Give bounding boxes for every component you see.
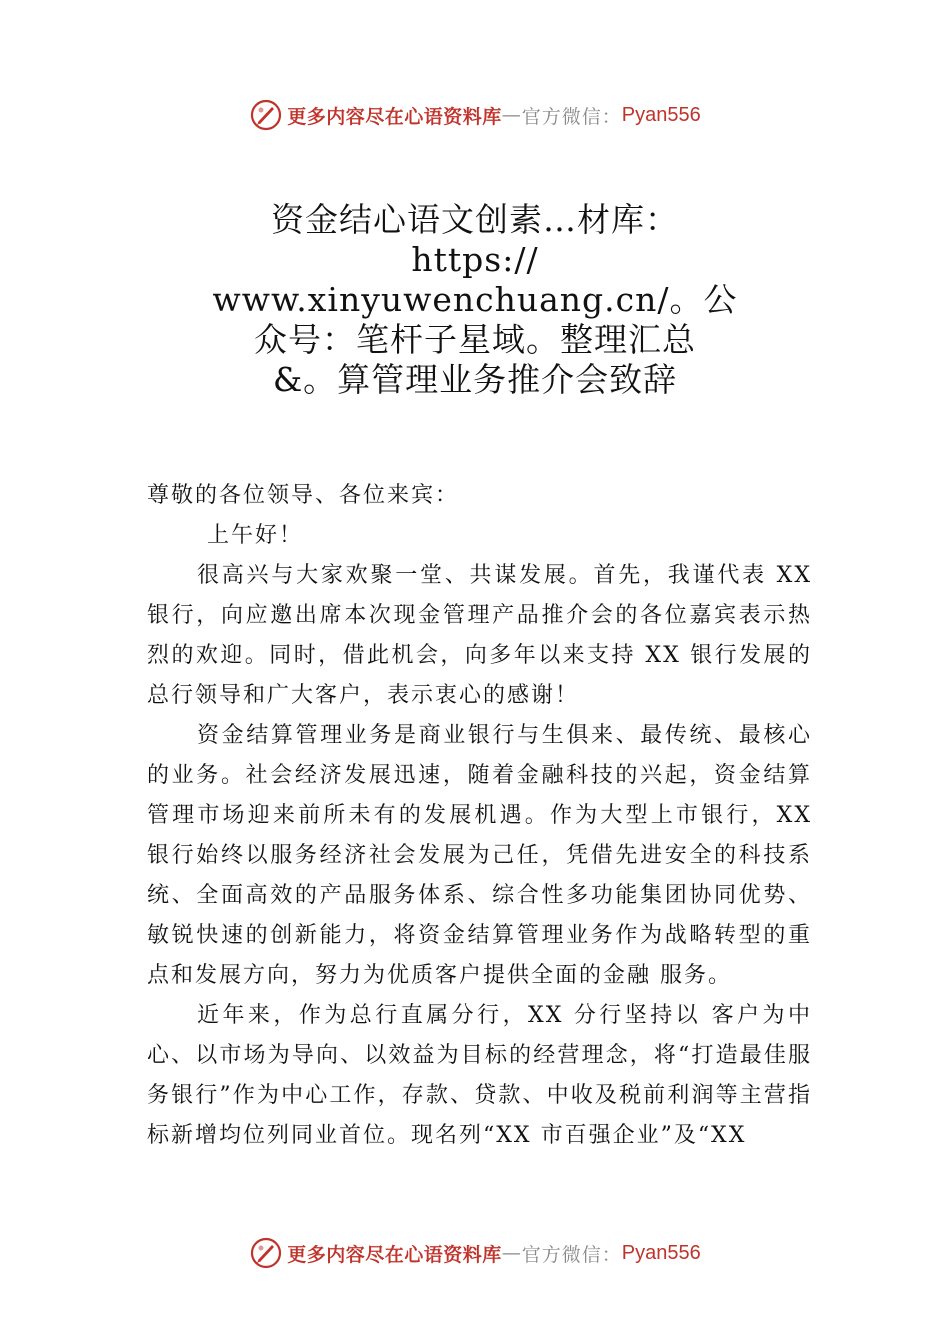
greeting: 上午好！ bbox=[207, 523, 304, 548]
body-paragraph: 近年来，作为总行直属分行，XX 分行坚持以 客户为中心、以市场为导向、以效益为目标的经营理念，将“打造最佳服务银行”作为中心工作，存款、贷款、中收及税前利润等主营指标新增均位列同业首位。现名列“XX 市百强企业”及“XX bbox=[147, 1003, 812, 1148]
banner-main-text: 更多内容尽在心语资料库 bbox=[287, 1243, 502, 1266]
body-paragraph: 很高兴与大家欢聚一堂、共谋发展。首先，我谨代表 XX 银行，向应邀出席本次现金管理产品推介会的各位嘉宾表示热烈的欢迎。同时，借此机会，向多年以来支持 XX 银行发展的总行领导和广大客户，表示衷心的感谢！ bbox=[147, 563, 812, 708]
title-line: www.xinyuwenchuang.cn/。公 bbox=[212, 280, 738, 319]
footer-banner bbox=[0, 1233, 950, 1273]
quill-pen-logo-icon bbox=[249, 1236, 283, 1270]
banner-wechat-id: Pyan556 bbox=[621, 103, 701, 126]
document-title bbox=[150, 200, 800, 400]
quill-pen-logo-icon bbox=[249, 98, 283, 132]
body-paragraph: 资金结算管理业务是商业银行与生俱来、最传统、最核心的业务。社会经济发展迅速，随着金融科技的兴起，资金结算管理市场迎来前所未有的发展机遇。作为大型上市银行，XX 银行始终以服务经济社会发展为己任，凭借先进安全的科技系统、全面高效的产品服务体系、综合性多功能集团协同优势、敏锐快速的创新能力，将资金结算管理业务作为战略转型的重点和发展方向，努力为优质客户提供全面的金融 服务。 bbox=[147, 723, 812, 988]
banner-separator: — bbox=[501, 1242, 522, 1264]
title-line: 众号：笔杆子星域。整理汇总 bbox=[254, 320, 696, 359]
salutation: 尊敬的各位领导、各位来宾： bbox=[147, 483, 460, 508]
banner-wechat-label: 官方微信： bbox=[521, 105, 622, 128]
title-line: &。算管理业务推介会致辞 bbox=[272, 360, 678, 399]
banner-separator: — bbox=[501, 104, 522, 126]
document-body bbox=[147, 476, 812, 1156]
banner-wechat-id: Pyan556 bbox=[621, 1241, 701, 1264]
title-line: 资金结心语文创素…材库： bbox=[271, 200, 679, 239]
banner-main-text: 更多内容尽在心语资料库 bbox=[287, 105, 502, 128]
banner-wechat-label: 官方微信： bbox=[521, 1243, 622, 1266]
header-banner bbox=[0, 95, 950, 135]
title-line: https:// bbox=[411, 240, 539, 279]
